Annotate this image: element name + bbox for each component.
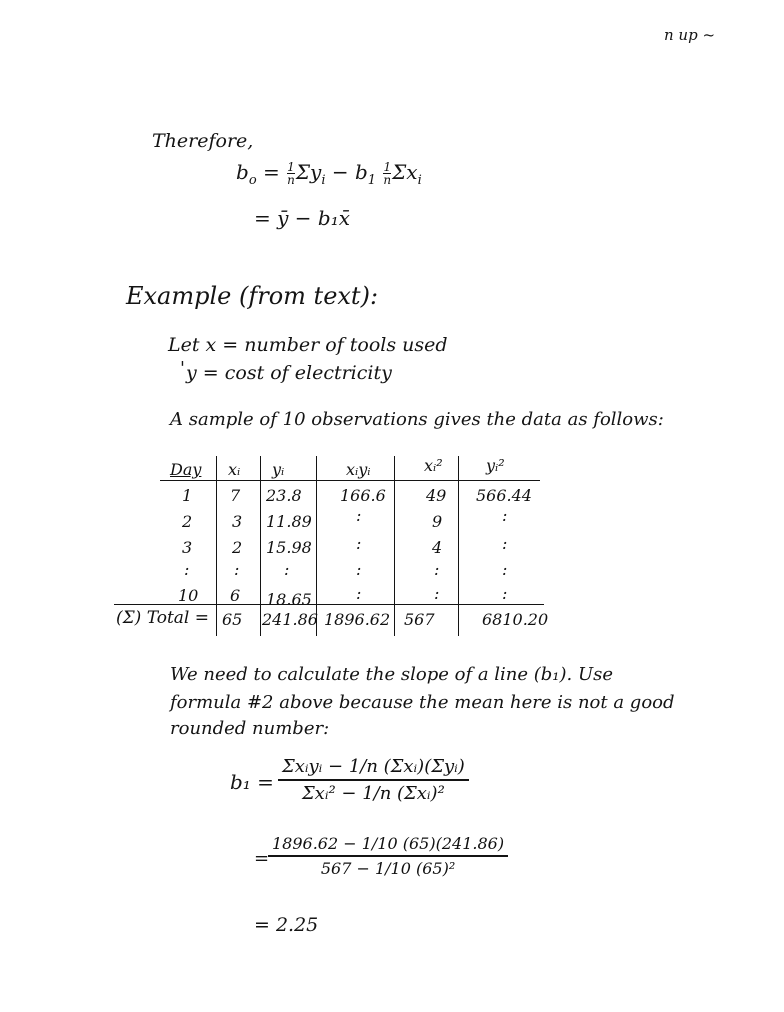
header-x: xᵢ (228, 460, 241, 479)
slope-result: = 2.25 (254, 914, 319, 936)
total-y2: 6810.20 (482, 610, 549, 629)
table-cell: : (234, 560, 240, 579)
table-cell: 2 (232, 538, 243, 557)
table-cell: 2 (182, 512, 193, 531)
header-y: yᵢ (272, 460, 285, 479)
column-divider (458, 456, 459, 636)
header-x2: xᵢ² (424, 456, 443, 475)
total-divider (114, 604, 544, 605)
table-cell: : (356, 506, 362, 525)
table-cell: : (434, 560, 440, 579)
table-cell: : (356, 560, 362, 579)
total-y: 241.86 (262, 610, 318, 629)
therefore-label: Therefore, (152, 130, 254, 152)
sigma-total-label: (Σ) Total = (116, 608, 209, 628)
table-cell: : (356, 584, 362, 603)
table-cell: 10 (178, 586, 199, 605)
table-cell: 11.89 (266, 512, 312, 531)
slope-lhs: b₁ = (230, 770, 274, 794)
table-cell: : (502, 584, 508, 603)
table-cell: : (502, 560, 508, 579)
explanation-line-2: formula #2 above because the mean here is not a good (170, 692, 675, 713)
corner-mark: n up ~ (664, 26, 716, 44)
tick-mark: ' (180, 358, 185, 379)
fraction-bar (268, 855, 508, 857)
example-title: Example (from text): (126, 282, 379, 310)
table-cell: : (284, 560, 290, 579)
header-xy: xᵢyᵢ (346, 460, 371, 479)
substitution-numerator: 1896.62 − 1/10 (65)(241.86) (272, 834, 505, 853)
column-divider (260, 456, 261, 636)
column-divider (394, 456, 395, 636)
table-cell: 566.44 (476, 486, 532, 505)
total-xy: 1896.62 (324, 610, 391, 629)
sample-description: A sample of 10 observations gives the data as follows: (170, 409, 664, 430)
column-divider (316, 456, 317, 636)
total-x: 65 (222, 610, 243, 629)
table-cell: 3 (232, 512, 243, 531)
column-divider (216, 456, 217, 636)
explanation-line-3: rounded number: (170, 718, 330, 739)
table-cell: 23.8 (266, 486, 302, 505)
table-cell: : (502, 506, 508, 525)
table-cell: 9 (432, 512, 443, 531)
table-cell: : (184, 560, 190, 579)
header-y2: yᵢ² (486, 456, 505, 475)
table-cell: : (502, 534, 508, 553)
data-table (160, 456, 549, 636)
let-x-definition: Let x = number of tools used (168, 334, 448, 356)
table-cell: 1 (182, 486, 193, 505)
table-cell: 3 (182, 538, 193, 557)
table-cell: 6 (230, 586, 241, 605)
table-cell: 15.98 (266, 538, 312, 557)
table-cell: 18.65 (266, 590, 312, 609)
table-cell: 7 (230, 486, 241, 505)
table-cell: 166.6 (340, 486, 386, 505)
slope-formula-fraction (278, 756, 469, 804)
table-cell: 49 (426, 486, 447, 505)
b0-equation: $b_o$ = $\frac{1}{n}$ $\Sigma y_i - b_1$ $\frac{1}{n}$ $\Sigma x_i$ (236, 160, 422, 188)
substitution-fraction (268, 834, 508, 878)
slope-numerator: Σxᵢyᵢ − 1/n (Σxᵢ)(Σyᵢ) (282, 756, 465, 777)
substitution-denominator: 567 − 1/10 (65)² (320, 859, 456, 878)
substitution-equals: = (254, 848, 270, 869)
slope-denominator: Σxᵢ² − 1/n (Σxᵢ)² (301, 783, 445, 804)
let-y-definition: y = cost of electricity (186, 362, 392, 384)
b0-mean-equation: = ȳ − b₁x̄ (254, 206, 350, 230)
total-x2: 567 (404, 610, 435, 629)
table-cell: : (434, 584, 440, 603)
header-day: Day (170, 460, 202, 479)
header-divider (160, 480, 540, 481)
fraction-bar (278, 779, 469, 781)
table-cell: : (356, 534, 362, 553)
table-cell: 4 (432, 538, 443, 557)
explanation-line-1: We need to calculate the slope of a line (b₁). Use (170, 664, 614, 685)
